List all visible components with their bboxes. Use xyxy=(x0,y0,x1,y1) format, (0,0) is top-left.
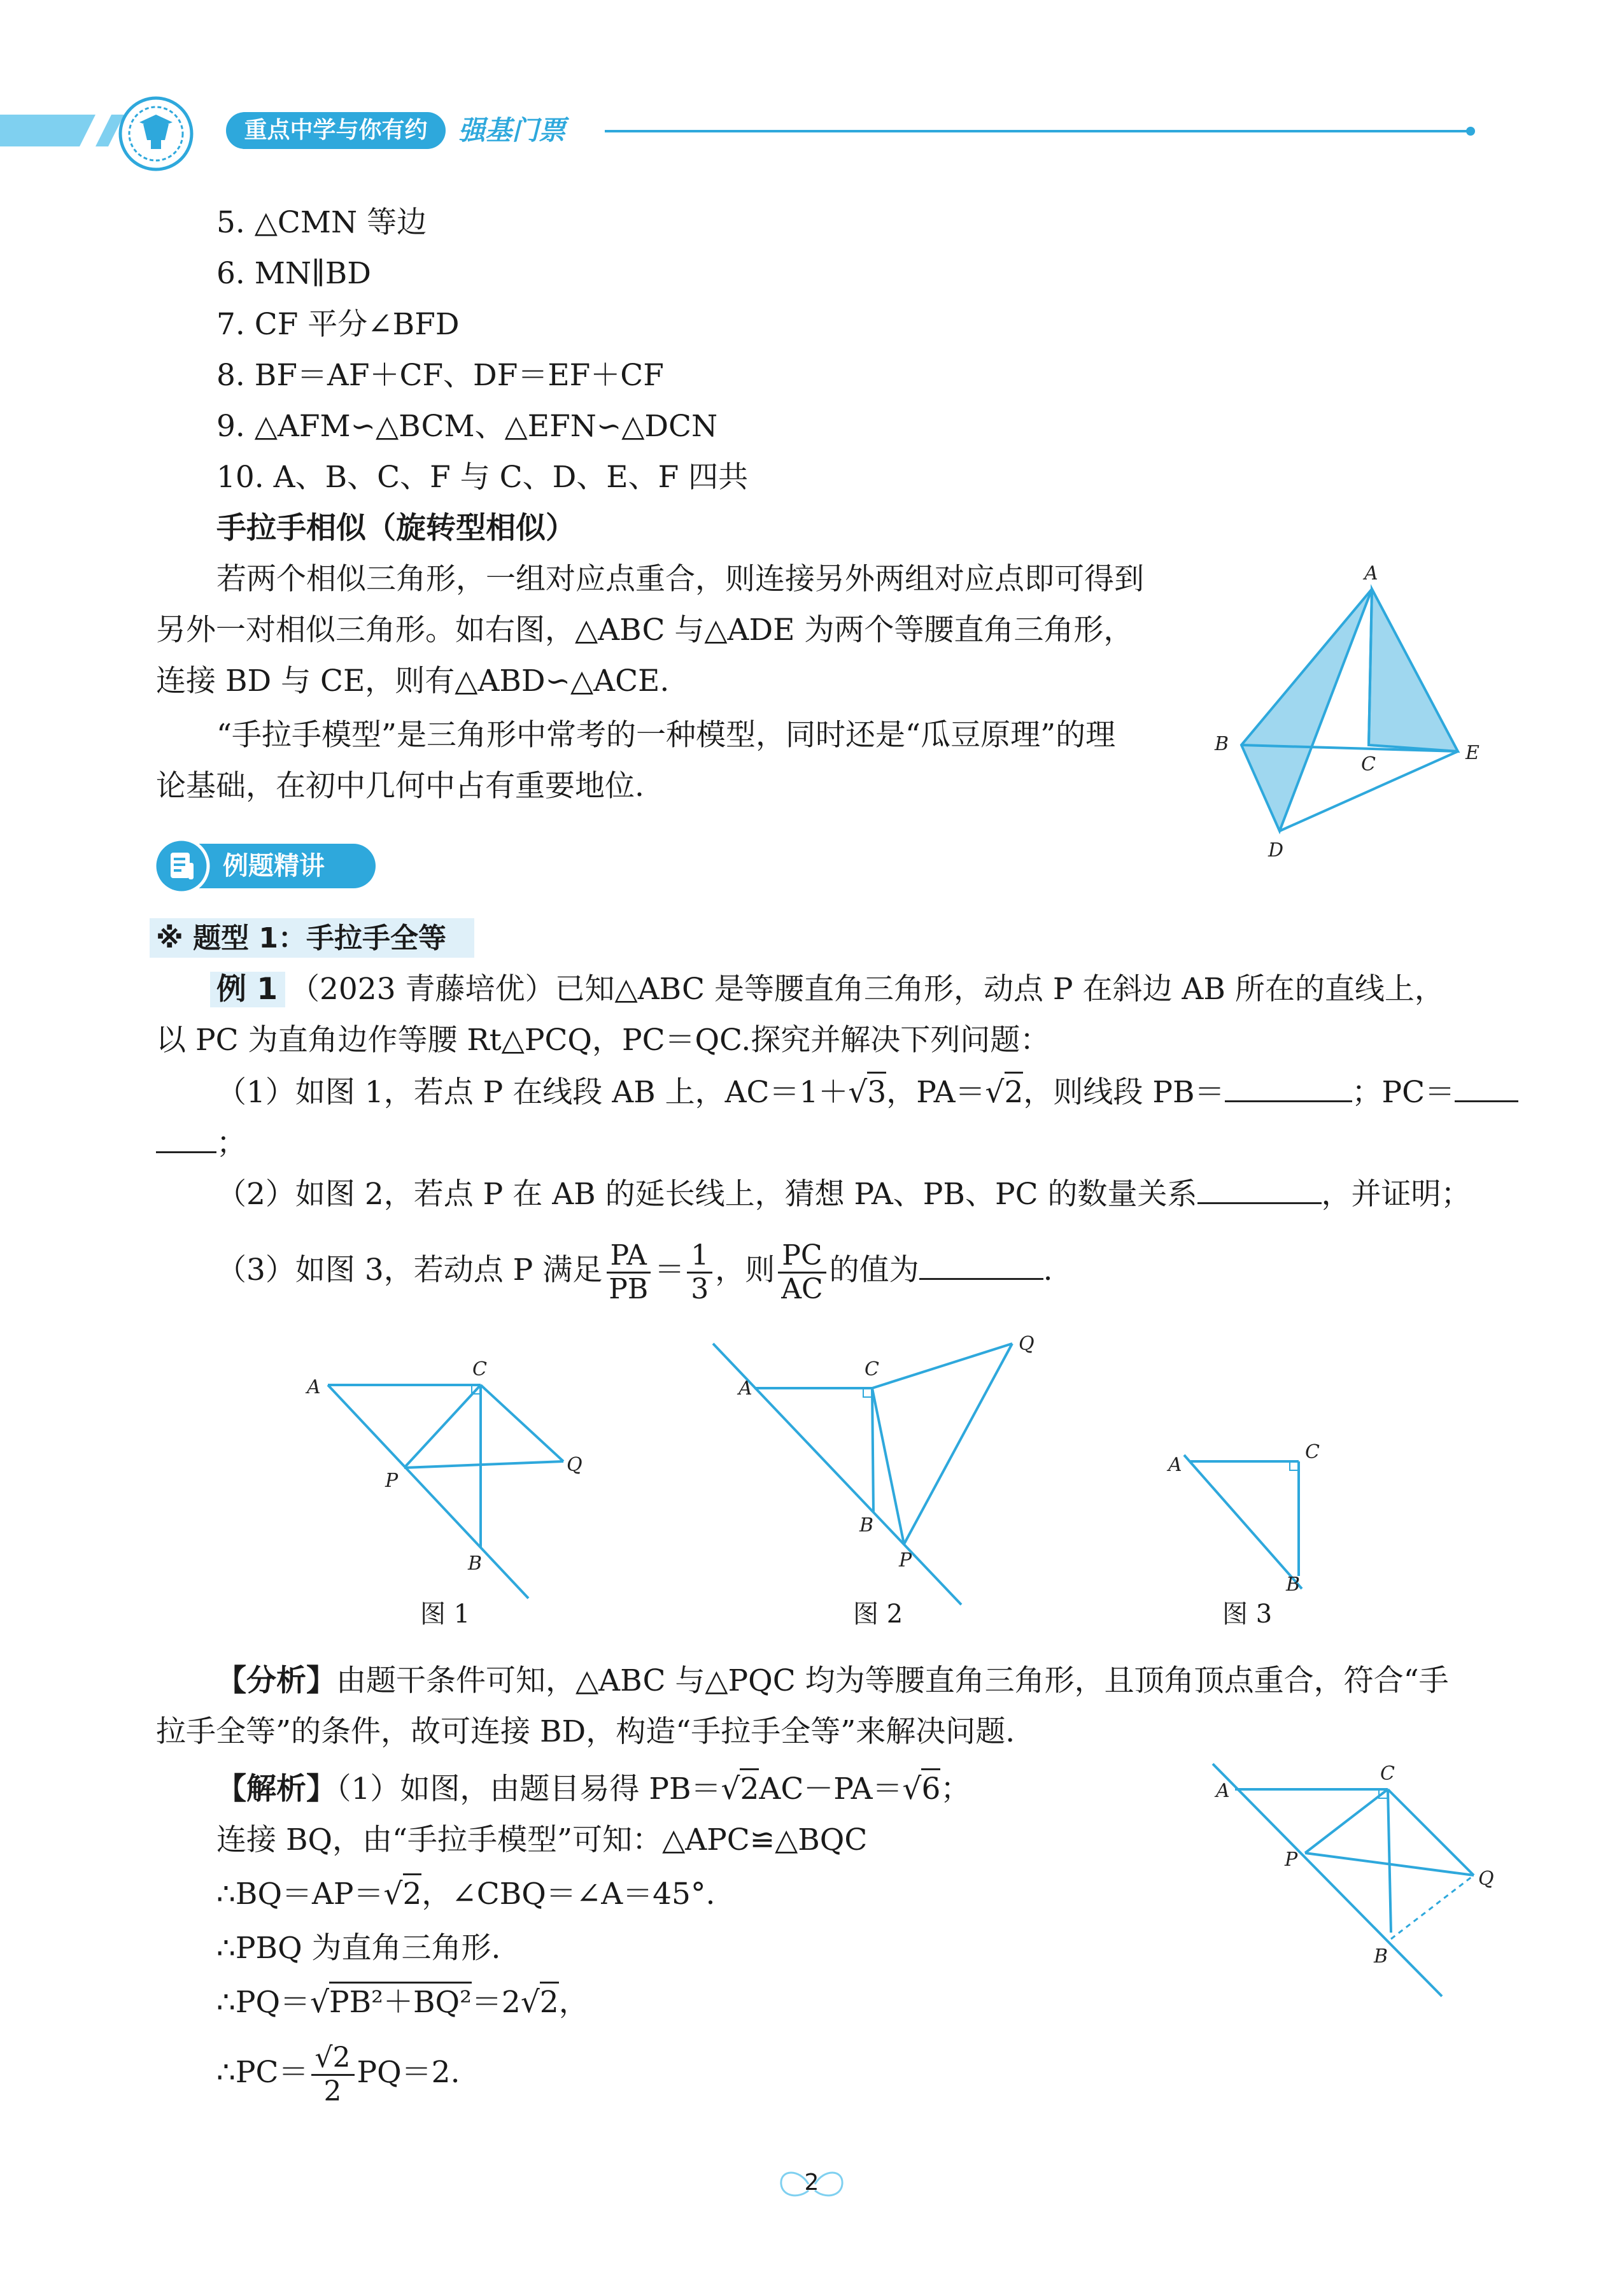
answer-blank-pc-part1[interactable] xyxy=(1455,1072,1518,1102)
answer-blank-ratio[interactable] xyxy=(919,1250,1043,1280)
fig1-label-C: C xyxy=(472,1358,487,1381)
solution-line-6 xyxy=(216,2038,460,2108)
list-item: 5. △CMN 等边 xyxy=(216,205,427,240)
solfig-label-Q: Q xyxy=(1478,1868,1494,1890)
question-3 xyxy=(216,1239,1053,1305)
sqrt-sign: √ xyxy=(985,1075,1005,1110)
q1-text-c: ，则线段 PB＝ xyxy=(1023,1075,1225,1110)
fig3-label-A: A xyxy=(1168,1454,1182,1476)
fig2-label-B: B xyxy=(859,1514,874,1537)
paragraph-line: 连接 BD 与 CE，则有△ABD∽△ACE. xyxy=(156,664,670,699)
fig-label-E: E xyxy=(1465,742,1479,764)
fig1-label-Q: Q xyxy=(567,1454,583,1476)
paragraph-line: 论基础，在初中几何中占有重要地位. xyxy=(156,769,644,804)
sqrt-sign: √ xyxy=(902,1771,922,1807)
analysis-line-2: 拉手全等”的条件，故可连接 BD，构造“手拉手全等”来解决问题. xyxy=(156,1714,1015,1749)
figure-2 xyxy=(707,1331,1038,1617)
sol-text: ，∠CBQ＝∠A＝45°. xyxy=(421,1877,716,1912)
header-brand: 重点中学与你有约 xyxy=(244,117,428,143)
sol-sqrt: 6 xyxy=(921,1768,940,1807)
rotation-similarity-figure xyxy=(1197,560,1483,862)
header-subtitle: 强基门票 xyxy=(458,115,566,146)
q3-text-c: 的值为 xyxy=(829,1253,919,1288)
sqrt-sign: √ xyxy=(520,1985,540,2020)
q3-eq: ＝ xyxy=(654,1253,685,1288)
figure-caption: 图 1 xyxy=(420,1600,470,1629)
list-item: 10. A、B、C、F 与 C、D、E、F 四共 xyxy=(216,460,749,495)
frac-den: 3 xyxy=(691,1272,709,1305)
fig-label-C: C xyxy=(1361,753,1376,776)
sol-text: PQ＝2. xyxy=(357,2055,460,2090)
answer-blank-pb[interactable] xyxy=(1225,1072,1352,1102)
fig2-label-C: C xyxy=(865,1358,879,1381)
question-1 xyxy=(216,1072,1518,1112)
sol-sqrt: 2 xyxy=(403,1873,422,1912)
sol-text: ∴PQ＝ xyxy=(216,1985,311,2020)
q1-text-e: ； xyxy=(216,1126,246,1161)
list-item: 6. MN∥BD xyxy=(216,256,371,291)
solution-line-4: ∴PBQ 为直角三角形. xyxy=(216,1931,501,1966)
solfig-label-C: C xyxy=(1380,1763,1395,1785)
paragraph-line: 另外一对相似三角形。如右图，△ABC 与△ADE 为两个等腰直角三角形， xyxy=(156,613,1134,648)
list-item: 8. BF＝AF＋CF、DF＝EF＋CF xyxy=(216,358,664,393)
q2-text-a: （2）如图 2，若点 P 在 AB 的延长线上，猜想 PA、PB、PC 的数量关系 xyxy=(216,1177,1197,1212)
fig1-label-A: A xyxy=(307,1376,321,1398)
question-2 xyxy=(216,1174,1471,1214)
frac-num: PA xyxy=(607,1240,651,1274)
sol-sqrt: PB²＋BQ² xyxy=(329,1982,472,2020)
analysis-text: 由题干条件可知，△ABC 与△PQC 均为等腰直角三角形，且顶角顶点重合，符合“手 xyxy=(336,1663,1449,1698)
sol-sqrt: 2 xyxy=(540,1982,559,2020)
sqrt-sign: √ xyxy=(383,1877,403,1912)
q1-sqrt3: 3 xyxy=(867,1072,886,1110)
sqrt-sign: √ xyxy=(721,1771,740,1807)
school-logo xyxy=(118,96,194,172)
figure-3 xyxy=(1165,1433,1343,1605)
banner-title: 例题精讲 xyxy=(223,851,325,881)
fraction-pc-ac xyxy=(777,1240,826,1305)
analysis-line-1 xyxy=(216,1662,1449,1700)
fraction-one-third xyxy=(687,1240,712,1305)
figure-caption: 图 2 xyxy=(853,1600,903,1629)
page-number: 2 xyxy=(804,2169,819,2196)
frac-num: √2 xyxy=(311,2042,355,2076)
solution-line-5 xyxy=(216,1984,589,2022)
solfig-label-B: B xyxy=(1374,1945,1388,1968)
list-item: 9. △AFM∽△BCM、△EFN∽△DCN xyxy=(216,409,718,444)
section-title: 手拉手相似（旋转型相似） xyxy=(216,511,575,546)
frac-num: PC xyxy=(778,1240,826,1274)
figure-1 xyxy=(293,1356,583,1624)
q3-text-a: （3）如图 3，若动点 P 满足 xyxy=(216,1253,603,1288)
sol-text: ∴PC＝ xyxy=(216,2055,309,2090)
list-item: 7. CF 平分∠BFD xyxy=(216,307,460,342)
fig2-label-A: A xyxy=(738,1377,752,1400)
question-1-cont xyxy=(156,1123,246,1163)
analysis-tag: 【分析】 xyxy=(216,1663,336,1698)
fraction-pa-pb xyxy=(605,1240,652,1305)
document-icon xyxy=(153,837,210,895)
solfig-label-P: P xyxy=(1285,1849,1298,1871)
fig-label-D: D xyxy=(1268,839,1284,862)
paragraph-line: “手拉手模型”是三角形中常考的一种模型，同时还是“瓜豆原理”的理 xyxy=(216,718,1116,753)
q3-text-b: ，则 xyxy=(715,1253,775,1288)
q1-text-b: ，PA＝ xyxy=(886,1075,985,1110)
fig-label-A: A xyxy=(1364,562,1378,585)
sol-text: ， xyxy=(558,1985,589,2020)
solution-line-3 xyxy=(216,1875,715,1913)
answer-blank-relation[interactable] xyxy=(1197,1174,1322,1204)
solution-line-1 xyxy=(216,1770,970,1808)
frac-den: AC xyxy=(781,1272,823,1305)
solution-tag: 【解析】 xyxy=(216,1771,336,1807)
sol-text: ； xyxy=(940,1771,971,1807)
sqrt-sign: √ xyxy=(848,1075,868,1110)
fig3-label-C: C xyxy=(1305,1441,1320,1463)
q1-text-d: ；PC＝ xyxy=(1352,1075,1455,1110)
example-line: 以 PC 为直角边作等腰 Rt△PCQ，PC＝QC.探究并解决下列问题： xyxy=(156,1023,1050,1058)
fig2-label-Q: Q xyxy=(1019,1333,1034,1355)
fig1-label-P: P xyxy=(385,1470,399,1492)
fig2-label-P: P xyxy=(899,1549,912,1572)
sol-sqrt: 2 xyxy=(740,1768,759,1807)
figure-caption: 图 3 xyxy=(1222,1600,1273,1629)
example-tag: 例 1 xyxy=(216,972,278,1007)
paragraph-line: 若两个相似三角形，一组对应点重合，则连接另外两组对应点即可得到 xyxy=(216,562,1144,597)
type-heading: ※ 题型 1：手拉手全等 xyxy=(156,922,447,955)
fraction-sqrt2-over-2 xyxy=(311,2042,355,2108)
sqrt-sign: √ xyxy=(310,1985,330,2020)
frac-num: 1 xyxy=(687,1240,712,1274)
frac-den: 2 xyxy=(323,2075,342,2108)
solution-figure xyxy=(1210,1757,1494,1999)
fig1-label-B: B xyxy=(468,1552,483,1575)
frac-den: PB xyxy=(609,1272,649,1305)
sol-text: ∴BQ＝AP＝ xyxy=(216,1877,384,1912)
sol-text: （1）如图，由题目易得 PB＝ xyxy=(336,1771,721,1807)
fig-label-B: B xyxy=(1215,733,1229,755)
sol-text: AC－PA＝ xyxy=(759,1771,903,1807)
fig3-label-B: B xyxy=(1286,1573,1301,1596)
q2-text-b: ，并证明； xyxy=(1321,1177,1471,1212)
q1-sqrt2: 2 xyxy=(1005,1072,1024,1110)
example-line: （2023 青藤培优）已知△ABC 是等腰直角三角形，动点 P 在斜边 AB 所在的直线上， xyxy=(290,972,1444,1007)
answer-blank-pc-part2[interactable] xyxy=(156,1123,216,1153)
q1-text-a: （1）如图 1，若点 P 在线段 AB 上，AC＝1＋ xyxy=(216,1075,849,1110)
sol-text: ＝2 xyxy=(471,1985,521,2020)
solfig-label-A: A xyxy=(1216,1780,1230,1802)
q3-text-d: . xyxy=(1043,1253,1053,1288)
solution-line-2: 连接 BQ，由“手拉手模型”可知：△APC≌△BQC xyxy=(216,1822,868,1857)
